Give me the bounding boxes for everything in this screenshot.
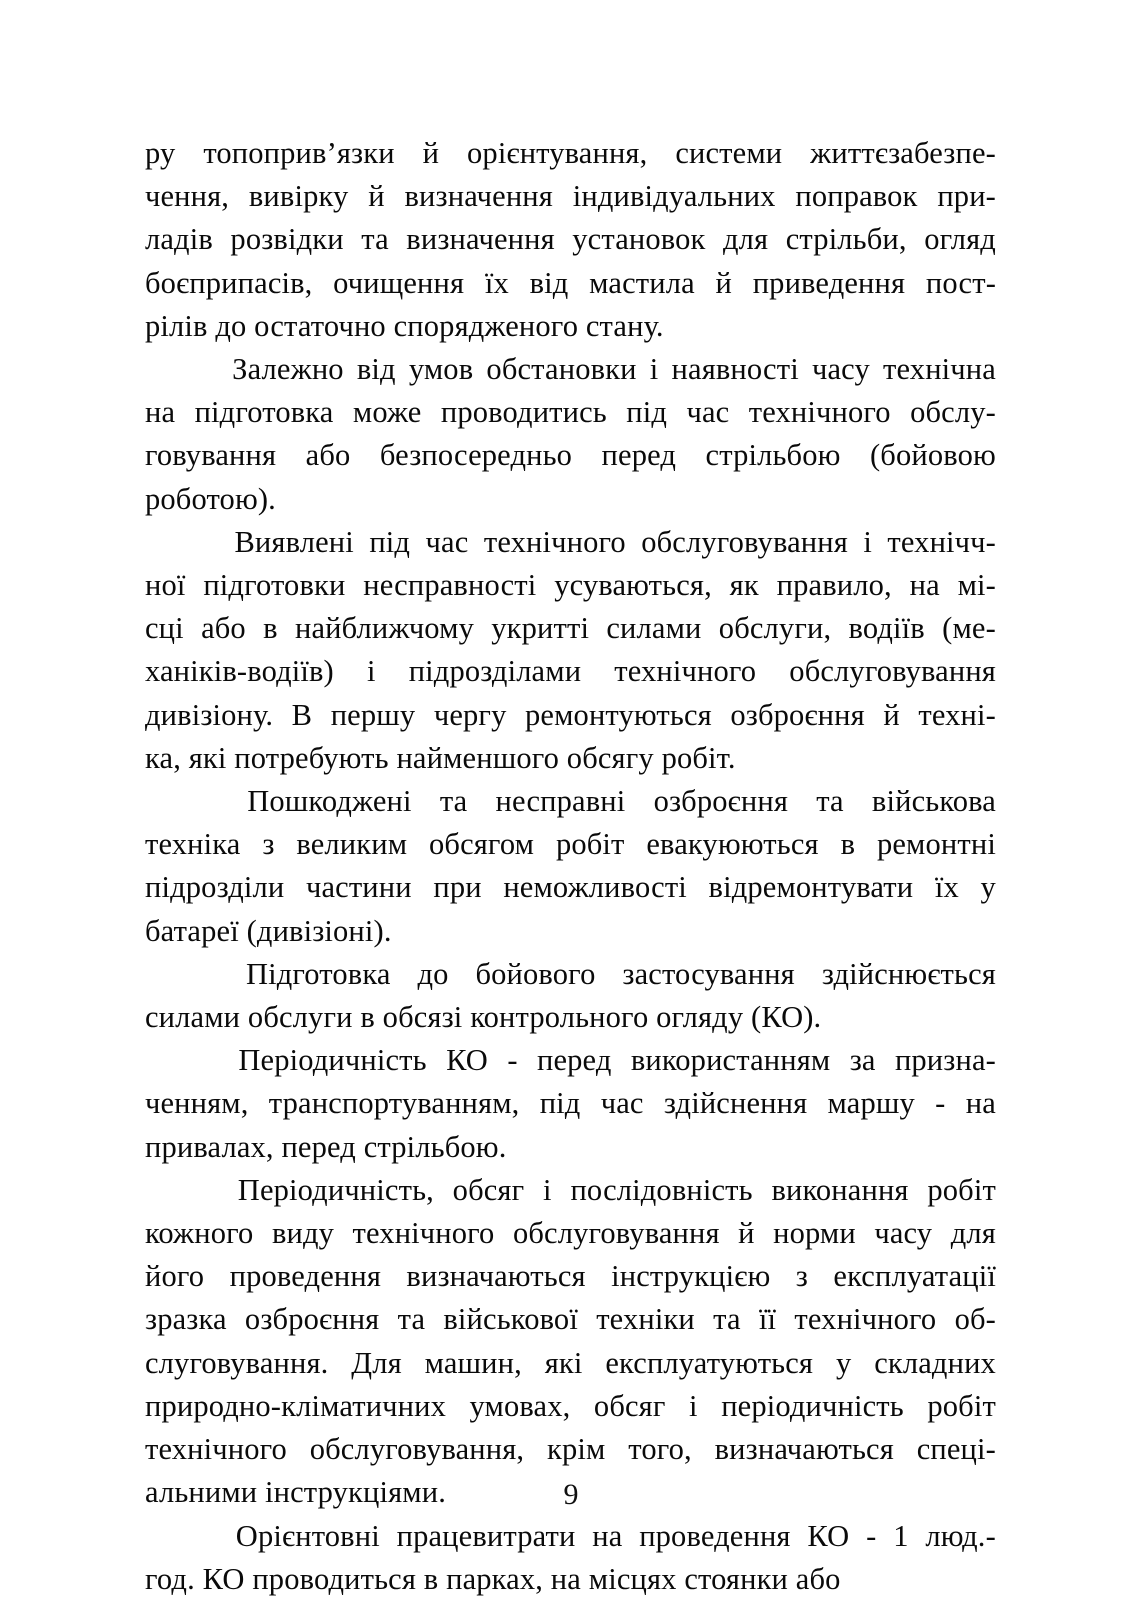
text-line: Підготовка до бойового застосування здійснюється bbox=[145, 953, 996, 996]
paragraph-indent bbox=[145, 780, 219, 823]
text-line: год. КО проводиться в парках, на місцях стоянки або bbox=[145, 1561, 841, 1596]
text-line: технічного обслуговування, крім того, визначаються спеці- bbox=[145, 1432, 996, 1467]
text-line: ної підготовки несправності усуваються, як правило, на мі- bbox=[145, 568, 996, 603]
text-line: ру топоприв’язки й орієнтування, системи життєзабезпе- bbox=[145, 136, 996, 170]
text-line: природно-кліматичних умовах, обсяг і періодичність робіт bbox=[145, 1388, 996, 1423]
paragraph bbox=[145, 521, 996, 780]
text-line: Періодичність, обсяг і послідовність виконання робіт bbox=[145, 1169, 996, 1212]
paragraph bbox=[145, 953, 996, 1039]
paragraph-indent bbox=[145, 1039, 219, 1082]
text-line: дивізіону. В першу чергу ремонтуються озброєння й техні- bbox=[145, 697, 996, 732]
paragraph bbox=[145, 132, 996, 348]
text-line: боєприпасів, очищення їх від мастила й приведення пост- bbox=[145, 265, 996, 300]
text-line: ченням, транспортуванням, під час здійснення маршу - на bbox=[145, 1086, 996, 1121]
text-line: слуговування. Для машин, які експлуатуються у складних bbox=[145, 1345, 996, 1380]
text-line: ладів розвідки та визначення установок для стрільби, огляд bbox=[145, 222, 996, 257]
text-line: на підготовка може проводитись під час технічного обслу- bbox=[145, 395, 996, 430]
text-line: говування або безпосередньо перед стрільбою (бойовою bbox=[145, 438, 996, 473]
text-line: альними інструкціями. bbox=[145, 1475, 447, 1510]
text-line: техніка з великим обсягом робіт евакуюються в ремонтні bbox=[145, 827, 996, 862]
text-line: ка, які потребують найменшого обсягу робіт. bbox=[145, 740, 736, 775]
paragraph-indent bbox=[145, 1169, 219, 1212]
text-line: зразка озброєння та військової техніки та її технічного об- bbox=[145, 1302, 996, 1337]
text-line: Виявлені під час технічного обслуговування і технічч- bbox=[145, 521, 996, 564]
paragraph-indent bbox=[145, 521, 219, 564]
paragraph bbox=[145, 780, 996, 953]
paragraph-indent bbox=[145, 348, 219, 391]
text-line: привалах, перед стрільбою. bbox=[145, 1129, 507, 1164]
text-line: його проведення визначаються інструкцією з експлуатації bbox=[145, 1259, 996, 1294]
text-line: кожного виду технічного обслуговування й норми часу для bbox=[145, 1216, 996, 1251]
text-line: роботою). bbox=[145, 481, 276, 516]
text-line: Залежно від умов обстановки і наявності часу технічна bbox=[145, 348, 996, 391]
text-line: силами обслуги в обсязі контрольного огляду (КО). bbox=[145, 1000, 822, 1035]
paragraph bbox=[145, 1515, 996, 1601]
text-line: ханіків-водіїв) і підрозділами технічного обслуговування bbox=[145, 654, 996, 689]
text-line: батареї (дивізіоні). bbox=[145, 913, 392, 948]
paragraph-indent bbox=[145, 953, 219, 996]
text-line: чення, вивірку й визначення індивідуальних поправок при- bbox=[145, 179, 996, 214]
body-text-column bbox=[145, 132, 996, 1601]
text-line: Орієнтовні працевитрати на проведення КО - 1 люд.- bbox=[145, 1515, 996, 1558]
text-line: підрозділи частини при неможливості відремонтувати їх у bbox=[145, 870, 996, 905]
text-line: рілів до остаточно спорядженого стану. bbox=[145, 308, 664, 343]
text-line: сці або в найближчому укритті силами обслуги, водіїв (ме- bbox=[145, 611, 996, 646]
paragraph bbox=[145, 1039, 996, 1169]
paragraph-indent bbox=[145, 1515, 219, 1558]
paragraph bbox=[145, 348, 996, 521]
paragraph bbox=[145, 1169, 996, 1515]
text-line: Пошкоджені та несправні озброєння та військова bbox=[145, 780, 996, 823]
text-line: Періодичність КО - перед використанням за призна- bbox=[145, 1039, 996, 1082]
page-number: 9 bbox=[563, 1478, 579, 1511]
